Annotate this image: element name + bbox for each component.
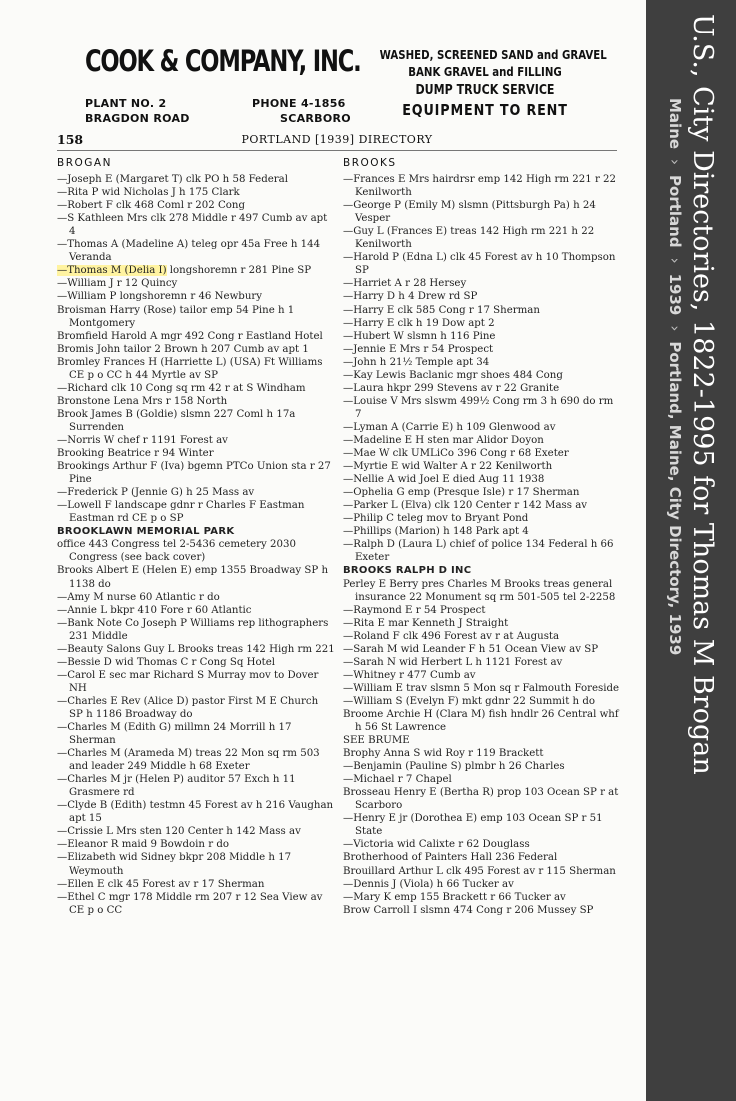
highlighted-rest: longshoremn r 281 Pine SP [166,265,312,277]
directory-entry: —Amy M nurse 60 Atlantic r do [57,591,220,603]
business-heading: BROOKLAWN MEMORIAL PARK [57,526,235,538]
directory-entry: —William E trav slsmn 5 Mon sq r Falmouth Foreside [343,682,620,694]
page-header [57,130,617,151]
directory-entry: —Raymond E r 54 Prospect [343,604,486,616]
directory-entry: —Roland F clk 496 Forest av r at Augusta [343,630,560,642]
ad-line-4: EQUIPMENT TO RENT [402,101,568,119]
directory-entry: —Henry E jr (Dorothea E) emp 103 Ocean SP r 51 State [343,813,603,838]
directory-entry: office 443 Congress tel 2-5436 cemetery 2030 Congress (see back cover) [57,539,296,564]
directory-entry: Brooks Albert E (Helen E) emp 1355 Broadway SP h 1138 do [57,565,329,590]
directory-entry: —Clyde B (Edith) testmn 45 Forest av h 216 Vaughan apt 15 [57,800,334,825]
directory-entry: —Phillips (Marion) h 148 Park apt 4 [343,526,529,538]
directory-entry: —Laura hkpr 299 Stevens av r 22 Granite [343,382,560,394]
directory-entry: —William P longshoremn r 46 Newbury [57,291,263,303]
directory-entry: Broome Archie H (Clara M) fish hndlr 26 Central whf h 56 St Lawrence [343,708,619,734]
breadcrumb [666,98,684,655]
ad-line-2: BANK GRAVEL and FILLING [408,65,562,79]
directory-entry: —Charles M jr (Helen P) auditor 57 Exch h 11 Grasmere rd [57,774,296,799]
directory-entry: Perley E Berry pres Charles M Brooks treas general insurance 22 Monument sq rm 501-505 tel 2-2258 [343,578,616,603]
running-head: PORTLAND [1939] DIRECTORY [241,133,433,146]
directory-entry: —Frances E Mrs hairdrsr emp 142 High rm 221 r 22 Kenilworth [343,174,617,199]
directory-entry: —Charles M (Arameda M) treas 22 Mon sq rm 503 and leader 249 Middle h 68 Exeter [57,748,320,773]
directory-entry: —Hubert W slsmn h 116 Pine [343,330,496,342]
right-entries [343,173,621,917]
breadcrumb-item[interactable]: Portland [666,175,684,248]
directory-entry: —Ophelia G emp (Presque Isle) r 17 Sherman [343,487,580,499]
left-column-heading: BROGAN [57,157,112,169]
directory-entry: —Joseph E (Margaret T) clk PO h 58 Federal [57,174,288,186]
directory-entry: —Harold P (Edna L) clk 45 Forest av h 10 Thompson SP [343,252,616,277]
directory-entry: Brookings Arthur F (Iva) bgemn PTCo Union sta r 27 Pine [57,461,331,486]
directory-entry: —William S (Evelyn F) mkt gdnr 22 Summit h do [343,695,595,707]
breadcrumb-separator-icon: › [666,159,684,166]
directory-entry: —Richard clk 10 Cong sq rm 42 r at S Windham [57,382,306,394]
directory-entry: —Ethel C mgr 178 Middle rm 207 r 12 Sea View av CE p o CC [57,891,323,916]
left-column [57,157,335,917]
directory-entry: —Charles E Rev (Alice D) pastor First M E Church SP h 1186 Broadway do [57,695,319,720]
directory-entry: —Frederick P (Jennie G) h 25 Mass av [57,487,255,499]
directory-entry: —Louise V Mrs slswm 499½ Cong rm 3 h 690 do rm 7 [343,395,614,420]
directory-entry: Brophy Anna S wid Roy r 119 Brackett [343,748,544,760]
ad-company-name: COOK & COMPANY, INC. [85,44,361,78]
directory-entry: Bronstone Lena Mrs r 158 North [57,395,228,407]
directory-entry: —Bank Note Co Joseph P Williams rep lithographers 231 Middle [57,617,329,642]
directory-entry: —John h 21½ Temple apt 34 [343,356,490,368]
directory-entry: —Kay Lewis Baclanic mgr shoes 484 Cong [343,369,563,381]
directory-entry: Bromis John tailor 2 Brown h 207 Cumb av apt 1 [57,343,309,355]
directory-entry: Brouillard Arthur L clk 495 Forest av r 115 Sherman [343,865,616,877]
right-column-heading: BROOKS [343,157,397,169]
record-sidebar [646,0,736,1101]
directory-entry: Bromfield Harold A mgr 492 Cong r Eastland Hotel [57,330,323,342]
directory-entry: —Norris W chef r 1191 Forest av [57,434,228,446]
ad-services [361,48,609,119]
directory-entry: —William J r 12 Quincy [57,278,178,290]
page-number: 158 [57,132,84,147]
directory-entry: —Mae W clk UMLiCo 396 Cong r 68 Exeter [343,448,569,460]
directory-entry: —Madeline E H sten mar Alidor Doyon [343,434,544,446]
directory-entry: Brow Carroll I slsmn 474 Cong r 206 Mussey SP [343,904,594,916]
directory-entry: —Michael r 7 Chapel [343,774,452,786]
directory-entry: —S Kathleen Mrs clk 278 Middle r 497 Cumb av apt 4 [57,213,328,238]
directory-entry: —Nellie A wid Joel E died Aug 11 1938 [343,474,545,486]
ad-town: SCARBORO [280,112,351,125]
directory-entry: —Jennie E Mrs r 54 Prospect [343,343,494,355]
directory-entry: —Carol E sec mar Richard S Murray mov to Dover NH [57,669,319,694]
directory-entry: —Benjamin (Pauline S) plmbr h 26 Charles [343,761,565,773]
directory-entry: Brook James B (Goldie) slsmn 227 Coml h 17a Surrenden [57,408,296,433]
directory-entry: —Eleanor R maid 9 Bowdoin r do [57,839,229,851]
directory-entry: —Robert F clk 468 Coml r 202 Cong [57,200,245,212]
directory-entry: —Harry E clk 585 Cong r 17 Sherman [343,304,540,316]
directory-entry: —Sarah N wid Herbert L h 1121 Forest av [343,656,563,668]
directory-entry: —Parker L (Elva) clk 120 Center r 142 Mass av [343,500,588,512]
ad-line-1: WASHED, SCREENED SAND and GRAVEL [379,48,607,62]
directory-entry: —Ellen E clk 45 Forest av r 17 Sherman [57,878,265,890]
directory-entry: —Harry D h 4 Drew rd SP [343,291,478,303]
business-heading: BROOKS RALPH D INC [343,565,472,577]
directory-entry: —Charles M (Edith G) millmn 24 Morrill h 17 Sherman [57,722,292,747]
directory-entry: —Sarah M wid Leander F h 51 Ocean View av SP [343,643,599,655]
directory-entry: —Lyman A (Carrie E) h 109 Glenwood av [343,421,556,433]
directory-entry: —Victoria wid Calixte r 62 Douglass [343,839,530,851]
breadcrumb-item[interactable]: 1939 [666,273,684,316]
breadcrumb-separator-icon: › [666,325,684,332]
breadcrumb-separator-icon: › [666,257,684,264]
left-entries [57,173,335,917]
directory-entry: Brotherhood of Painters Hall 236 Federal [343,852,558,864]
directory-entry: —Lowell F landscape gdnr r Charles F Eastman Eastman rd CE p o SP [57,500,305,525]
right-column [343,157,621,917]
directory-entry: —Mary K emp 155 Brackett r 66 Tucker av [343,891,566,903]
ad-road: BRAGDON ROAD [85,112,190,125]
directory-entry: Broisman Harry (Rose) tailor emp 54 Pine h 1 Montgomery [57,304,295,329]
breadcrumb-item[interactable]: Maine [666,98,684,150]
ad-phone: PHONE 4-1856 [252,97,346,110]
directory-entry: —Harry E clk h 19 Dow apt 2 [343,317,495,329]
record-title: U.S., City Directories, 1822-1995 for Thomas M Brogan [687,14,718,775]
directory-entry: —Beauty Salons Guy L Brooks treas 142 High rm 221 [57,643,335,655]
directory-entry: —Philip C teleg mov to Bryant Pond [343,513,529,525]
directory-entry: —Harriet A r 28 Hersey [343,278,467,290]
directory-entry: —George P (Emily M) slsmn (Pittsburgh Pa) h 24 Vesper [343,200,596,225]
directory-entry: —Thomas A (Madeline A) teleg opr 45a Free h 144 Veranda [57,239,321,264]
ad-plant: PLANT NO. 2 [85,97,167,110]
ad-line-3: DUMP TRUCK SERVICE [415,83,555,98]
directory-entry: Bromley Frances H (Harriette L) (USA) Ft Williams CE p o CC h 44 Myrtle av SP [57,356,323,381]
directory-entry: —Elizabeth wid Sidney bkpr 208 Middle h 17 Weymouth [57,852,292,877]
directory-entry: —Annie L bkpr 410 Fore r 60 Atlantic [57,604,252,616]
directory-entry: —Bessie D wid Thomas C r Cong Sq Hotel [57,656,276,668]
directory-entry: —Ralph D (Laura L) chief of police 134 Federal h 66 Exeter [343,539,614,564]
directory-entry: Brosseau Henry E (Bertha R) prop 103 Ocean SP r at Scarboro [343,787,619,812]
directory-entry: —Dennis J (Viola) h 66 Tucker av [343,878,514,890]
directory-entry: Brooking Beatrice r 94 Winter [57,448,214,460]
directory-entry: —Rita P wid Nicholas J h 175 Clark [57,187,240,199]
highlighted-name[interactable]: —Thomas M (Delia I) [57,265,167,277]
directory-entry: —Guy L (Frances E) treas 142 High rm 221 h 22 Kenilworth [343,226,595,251]
advertisement-banner [85,44,605,129]
breadcrumb-item[interactable]: Portland, Maine, City Directory, 1939 [666,341,684,656]
directory-entry: —Crissie L Mrs sten 120 Center h 142 Mass av [57,826,301,838]
directory-entry: —Rita E mar Kenneth J Straight [343,617,509,629]
directory-entry: SEE BRUME [343,735,410,747]
highlighted-entry [57,264,335,277]
directory-entry: —Myrtie E wid Walter A r 22 Kenilworth [343,461,553,473]
directory-entry: —Whitney r 477 Cumb av [343,669,476,681]
